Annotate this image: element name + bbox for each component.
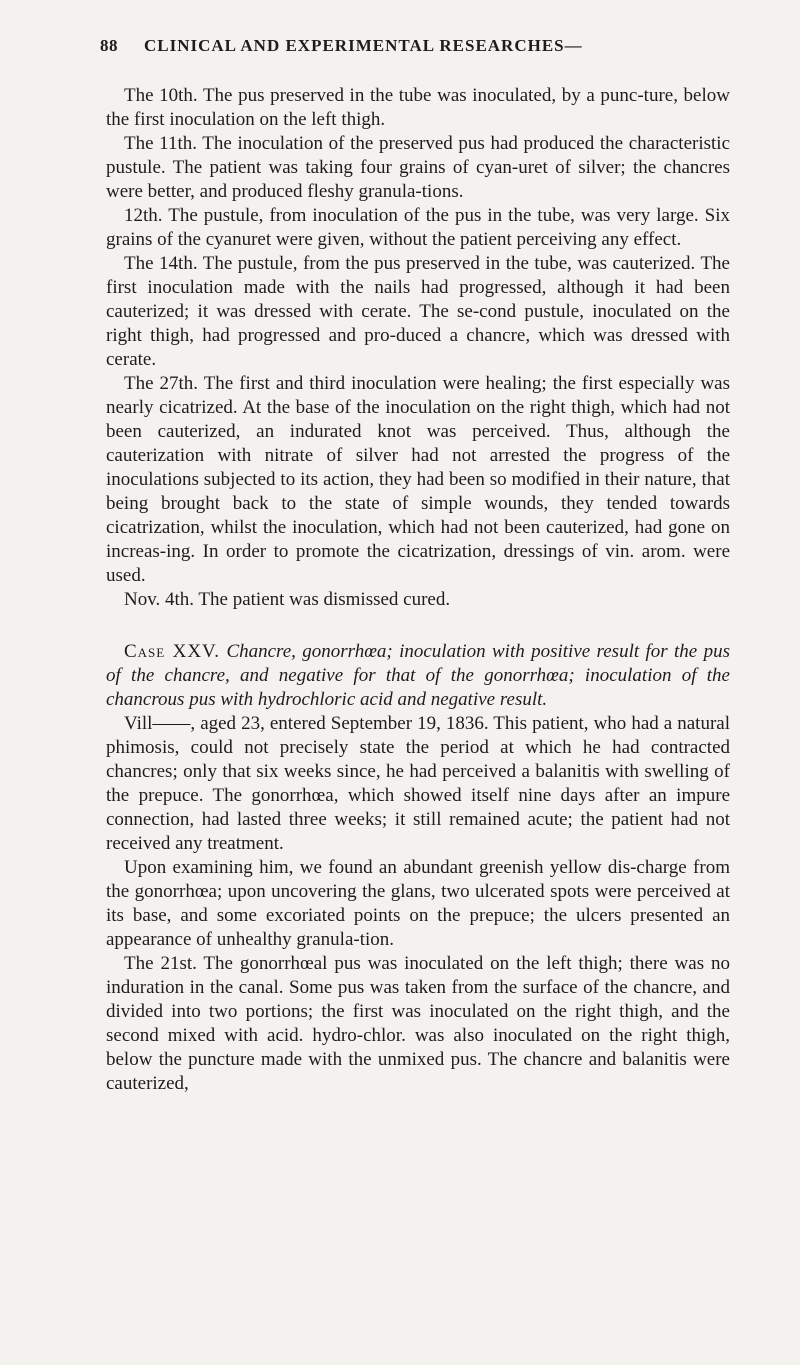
page-header: [100, 36, 730, 70]
paragraph: The 10th. The pus preserved in the tube was inoculated, by a punc-ture, below the first inoculation on the left thigh.: [106, 85, 730, 130]
page-body: [106, 84, 730, 1096]
paragraph: 12th. The pustule, from inoculation of the pus in the tube, was very large. Six grains of the cyanuret were given, without the patient perceiving any effect.: [106, 205, 730, 250]
paragraph: The 14th. The pustule, from the pus preserved in the tube, was cauterized. The first inoculation made with the nails had progressed, although it had been cauterized; it was dressed with cerate. The se-cond pustule, inoculated on the right thigh, had progressed and pro-duced a chancre, which was dressed with cerate.: [106, 253, 730, 370]
paragraph: The 11th. The inoculation of the preserved pus had produced the characteristic pustule. The patient was taking four grains of cyan-uret of silver; the chancres were better, and produced fleshy granula-tions.: [106, 133, 730, 202]
paragraph: The 21st. The gonorrhœal pus was inoculated on the left thigh; there was no induration in the canal. Some pus was taken from the surface of the chancre, and divided into two portions; the first was inoculated on the right thigh, and the second mixed with acid. hydro-chlor. was also inoculated on the right thigh, below the puncture made with the unmixed pus. The chancre and balanitis were cauterized,: [106, 953, 730, 1094]
page-number: 88: [100, 36, 118, 55]
running-head: CLINICAL AND EXPERIMENTAL RESEARCHES—: [144, 36, 583, 55]
paragraph: Upon examining him, we found an abundant greenish yellow dis-charge from the gonorrhœa; upon uncovering the glans, two ulcerated spots were perceived at its base, and some excoriated points on the prepuce; the ulcers presented an appearance of unhealthy granula-tion.: [106, 857, 730, 950]
case-description: Chancre, gonorrhœa; inoculation with positive result for the pus of the chancre, and negative for that of the gonorrhœa; inoculation of the chancrous pus with hydrochloric acid and negative result.: [106, 641, 731, 710]
paragraph: The 27th. The first and third inoculation were healing; the first especially was nearly cicatrized. At the base of the inoculation on the right thigh, which had not been cauterized, an indurated knot was perceived. Thus, although the cauterization with nitrate of silver had not arrested the progress of the inoculations subjected to its action, they had been so modified in their nature, that being brought back to the state of simple wounds, they tended towards cicatrization, whilst the inoculation, which had not been cauterized, had gone on increas-ing. In order to promote the cicatrization, dressings of vin. arom. were used.: [106, 373, 730, 586]
paragraph: Nov. 4th. The patient was dismissed cured.: [124, 589, 451, 610]
case-title: Case XXV.: [124, 641, 221, 662]
case-heading: [106, 640, 730, 712]
paragraph: Vill——, aged 23, entered September 19, 1836. This patient, who had a natural phimosis, could not precisely state the period at which he had contracted chancres; only that six weeks since, he had perceived a balanitis with swelling of the prepuce. The gonorrhœa, which showed itself nine days after an impure connection, had lasted three weeks; it still remained acute; the patient had not received any treatment.: [106, 713, 730, 854]
